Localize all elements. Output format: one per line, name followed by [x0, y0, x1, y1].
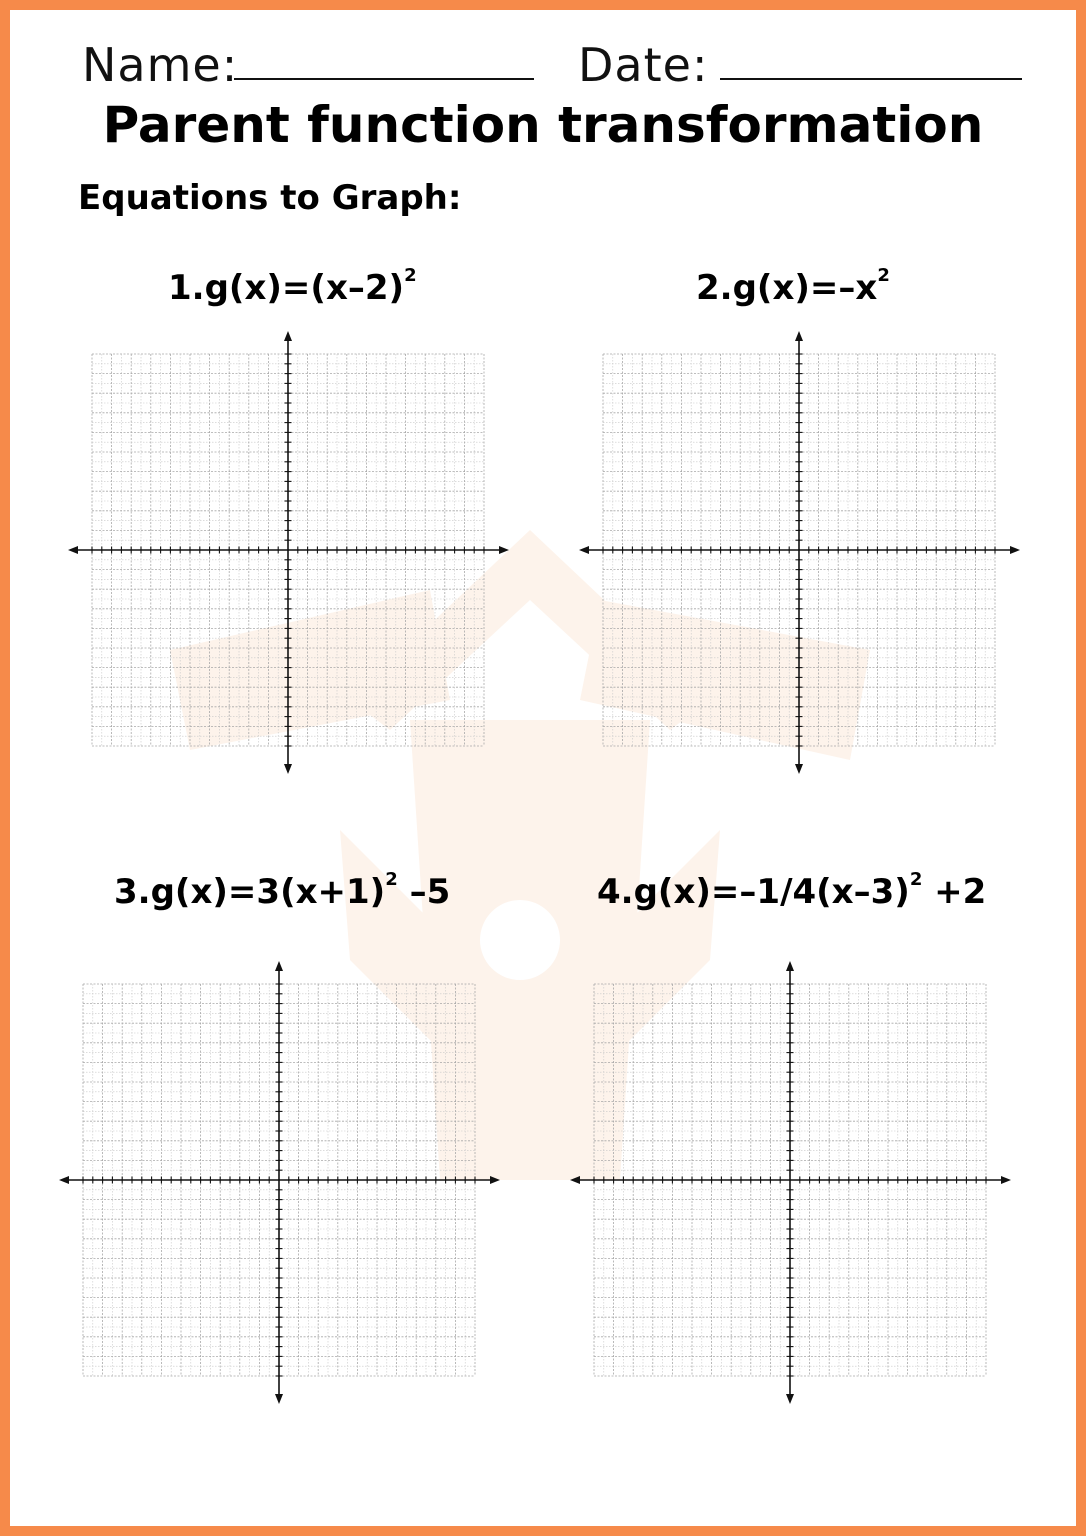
equation-2-exponent: 2	[877, 264, 890, 286]
y-axis-arrow-up	[786, 961, 794, 971]
y-axis-arrow-up	[275, 961, 283, 971]
equation-3-exponent: 2	[385, 868, 398, 890]
equation-1	[168, 264, 417, 308]
y-axis-arrow-down	[795, 764, 803, 774]
graph-2[interactable]	[577, 330, 1022, 775]
x-axis-arrow-right	[1001, 1176, 1011, 1184]
equation-3-text: 3.g(x)=3(x+1)	[114, 872, 386, 912]
equation-4-exponent: 2	[909, 868, 923, 890]
header-row	[82, 38, 1027, 98]
x-axis-arrow-left	[59, 1176, 69, 1184]
x-axis-arrow-left	[570, 1176, 580, 1184]
date-label: Date:	[578, 38, 709, 92]
equation-3-suffix: –5	[397, 872, 451, 912]
name-label: Name:	[82, 38, 239, 92]
y-axis-arrow-down	[284, 764, 292, 774]
equation-2	[696, 264, 890, 308]
y-axis-arrow-up	[284, 331, 292, 341]
equation-2-text: 2.g(x)=–x	[696, 268, 878, 308]
graph-3[interactable]	[57, 960, 502, 1405]
y-axis-arrow-down	[786, 1394, 794, 1404]
equation-3	[114, 868, 451, 912]
x-axis-arrow-left	[68, 546, 78, 554]
section-heading: Equations to Graph:	[78, 178, 462, 218]
graph-1[interactable]	[66, 330, 511, 775]
graph-4[interactable]	[568, 960, 1013, 1405]
name-blank-line[interactable]	[234, 78, 534, 80]
equation-1-exponent: 2	[404, 264, 417, 286]
x-axis-arrow-right	[1010, 546, 1020, 554]
equation-4	[597, 868, 987, 912]
equation-4-text: 4.g(x)=–1/4(x–3)	[597, 872, 910, 912]
equation-1-text: 1.g(x)=(x–2)	[168, 268, 405, 308]
date-blank-line[interactable]	[720, 78, 1022, 80]
x-axis-arrow-left	[579, 546, 589, 554]
y-axis-arrow-up	[795, 331, 803, 341]
x-axis-arrow-right	[499, 546, 509, 554]
x-axis-arrow-right	[490, 1176, 500, 1184]
y-axis-arrow-down	[275, 1394, 283, 1404]
equation-4-suffix: +2	[922, 872, 987, 912]
page-title: Parent function transformation	[102, 96, 984, 154]
